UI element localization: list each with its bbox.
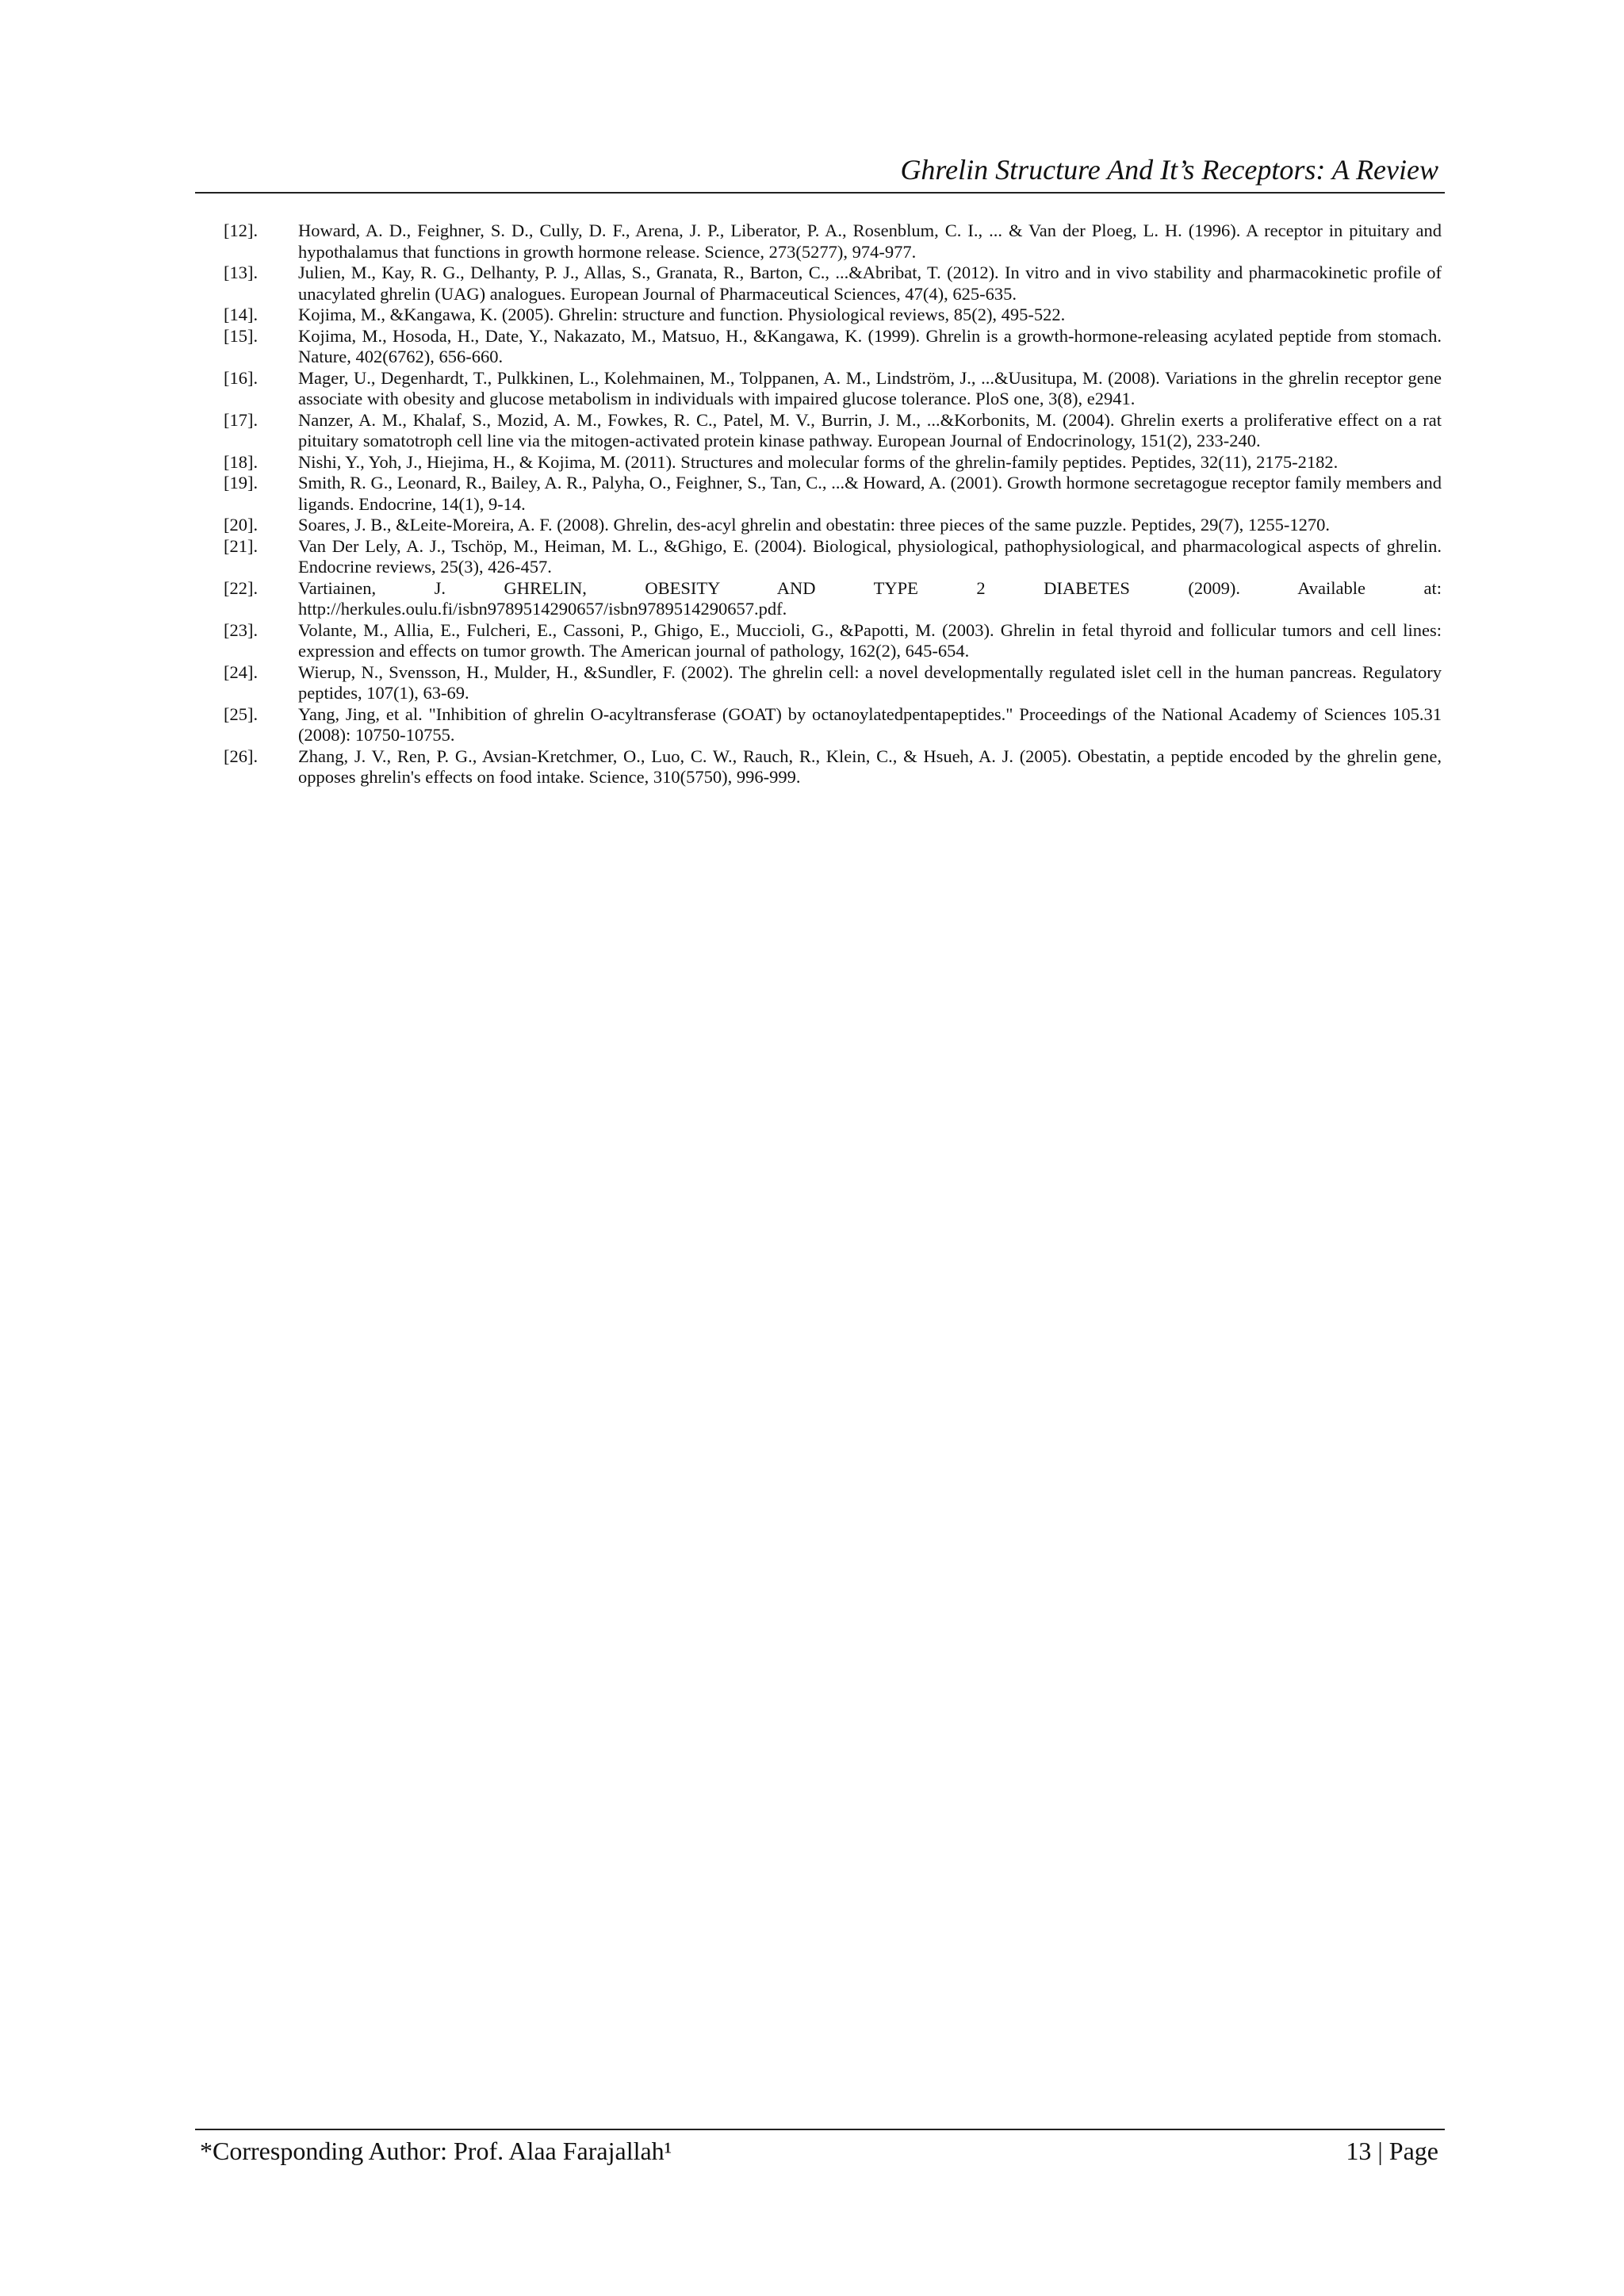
reference-text: Mager, U., Degenhardt, T., Pulkkinen, L., Kolehmainen, M., Tolppanen, A. M., Lindström, J., ...&Uusitupa, M. (2008). Variations in the ghrelin receptor gene associate with obesity and glucose metabolism in individuals with impaired glucose tolerance. PloS one, 3(8), e2941. bbox=[298, 367, 1442, 408]
reference-text: Kojima, M., Hosoda, H., Date, Y., Nakazato, M., Matsuo, H., &Kangawa, K. (1999). Ghrelin is a growth-hormone-releasing acylated peptide from stomach. Nature, 402(6762), 656-660. bbox=[298, 325, 1442, 366]
reference-item bbox=[224, 305, 1442, 326]
reference-item bbox=[224, 746, 1442, 788]
reference-text: Nishi, Y., Yoh, J., Hiejima, H., & Kojima, M. (2011). Structures and molecular forms of the ghrelin-family peptides. Peptides, 32(11), 2175-2182. bbox=[298, 451, 1339, 472]
reference-text: Smith, R. G., Leonard, R., Bailey, A. R., Palyha, O., Feighner, S., Tan, C., ...& Howard, A. (2001). Growth hormone secretagogue receptor family members and ligands. Endocrine, 14(1), 9-14. bbox=[298, 473, 1442, 514]
reference-text: Julien, M., Kay, R. G., Delhanty, P. J., Allas, S., Granata, R., Barton, C., ...&Abribat, T. (2012). In vitro and in vivo stability and pharmacokinetic profile of unacylated ghrelin (UAG) analogues. European Journal of Pharmaceutical Sciences, 47(4), 625-635. bbox=[298, 263, 1442, 304]
reference-item bbox=[224, 536, 1442, 578]
reference-item bbox=[224, 368, 1442, 410]
reference-number: [20]. bbox=[224, 515, 259, 535]
reference-number: [12]. bbox=[224, 220, 259, 240]
reference-number: [23]. bbox=[224, 619, 259, 640]
reference-number: [17]. bbox=[224, 409, 259, 430]
reference-text: Nanzer, A. M., Khalaf, S., Mozid, A. M., Fowkes, R. C., Patel, M. V., Burrin, J. M., ...&Korbonits, M. (2004). Ghrelin exerts a proliferative effect on a rat pituitary somatotroph cell line via the mitogen-activated protein kinase pathway. European Journal of Endocrinology, 151(2), 233-240. bbox=[298, 409, 1442, 450]
reference-text: Howard, A. D., Feighner, S. D., Cully, D. F., Arena, J. P., Liberator, P. A., Rosenblum, C. I., ... & Van der Ploeg, L. H. (1996). A receptor in pituitary and hypothalamus that functions in growth hormone release. Science, 273(5277), 974-977. bbox=[298, 220, 1442, 262]
reference-text: Wierup, N., Svensson, H., Mulder, H., &Sundler, F. (2002). The ghrelin cell: a novel developmentally regulated islet cell in the human pancreas. Regulatory peptides, 107(1), 63-69. bbox=[298, 661, 1442, 703]
corresponding-author: *Corresponding Author: Prof. Alaa Farajallah¹ bbox=[200, 2137, 672, 2165]
reference-text: Volante, M., Allia, E., Fulcheri, E., Cassoni, P., Ghigo, E., Muccioli, G., &Papotti, M. (2003). Ghrelin in fetal thyroid and follicular tumors and cell lines: expression and effects on tumor growth. The American journal of pathology, 162(2), 645-654. bbox=[298, 619, 1442, 661]
reference-item bbox=[224, 662, 1442, 704]
reference-item bbox=[224, 410, 1442, 452]
page-number: 13 | Page bbox=[1346, 2137, 1438, 2165]
reference-item bbox=[224, 620, 1442, 662]
reference-item bbox=[224, 473, 1442, 515]
reference-number: [24]. bbox=[224, 661, 259, 682]
reference-number: [26]. bbox=[224, 746, 259, 766]
reference-number: [16]. bbox=[224, 367, 259, 388]
reference-link[interactable]: http://herkules.oulu.fi/isbn9789514290657/isbn9789514290657.pdf. bbox=[298, 599, 787, 619]
reference-item bbox=[224, 263, 1442, 305]
running-header bbox=[195, 152, 1445, 194]
reference-number: [21]. bbox=[224, 535, 259, 556]
reference-list bbox=[224, 220, 1442, 788]
reference-number: [13]. bbox=[224, 263, 259, 282]
reference-item bbox=[224, 452, 1442, 473]
reference-item bbox=[224, 220, 1442, 263]
reference-item bbox=[224, 704, 1442, 746]
reference-text: Vartiainen, J. GHRELIN, OBESITY AND TYPE 2 DIABETES (2009). Available at: bbox=[298, 577, 1442, 598]
reference-number: [25]. bbox=[224, 703, 259, 724]
reference-text: Zhang, J. V., Ren, P. G., Avsian-Kretchmer, O., Luo, C. W., Rauch, R., Klein, C., & Hsueh, A. J. (2005). Obestatin, a peptide encoded by the ghrelin gene, opposes ghrelin's effects on food intake. Science, 310(5750), 996-999. bbox=[298, 746, 1442, 787]
reference-item bbox=[224, 326, 1442, 368]
reference-number: [15]. bbox=[224, 325, 259, 346]
reference-text: Yang, Jing, et al. "Inhibition of ghrelin O-acyltransferase (GOAT) by octanoylatedpentapeptides." Proceedings of the National Academy of Sciences 105.31 (2008): 10750-10755. bbox=[298, 703, 1442, 745]
reference-number: [22]. bbox=[224, 577, 259, 598]
page-footer bbox=[195, 2129, 1445, 2176]
reference-text: Soares, J. B., &Leite-Moreira, A. F. (2008). Ghrelin, des-acyl ghrelin and obestatin: three pieces of the same puzzle. Peptides, 29(7), 1255-1270. bbox=[298, 515, 1330, 535]
running-header-title: Ghrelin Structure And It’s Receptors: A Review bbox=[900, 154, 1438, 186]
reference-number: [19]. bbox=[224, 473, 259, 493]
reference-number: [18]. bbox=[224, 451, 259, 472]
reference-text: Van Der Lely, A. J., Tschöp, M., Heiman, M. L., &Ghigo, E. (2004). Biological, physiological, pathophysiological, and pharmacological aspects of ghrelin. Endocrine reviews, 25(3), 426-457. bbox=[298, 535, 1442, 577]
reference-item bbox=[224, 515, 1442, 536]
reference-number: [14]. bbox=[224, 305, 259, 324]
reference-text: Kojima, M., &Kangawa, K. (2005). Ghrelin: structure and function. Physiological reviews, 85(2), 495-522. bbox=[298, 305, 1066, 324]
reference-item bbox=[224, 578, 1442, 620]
